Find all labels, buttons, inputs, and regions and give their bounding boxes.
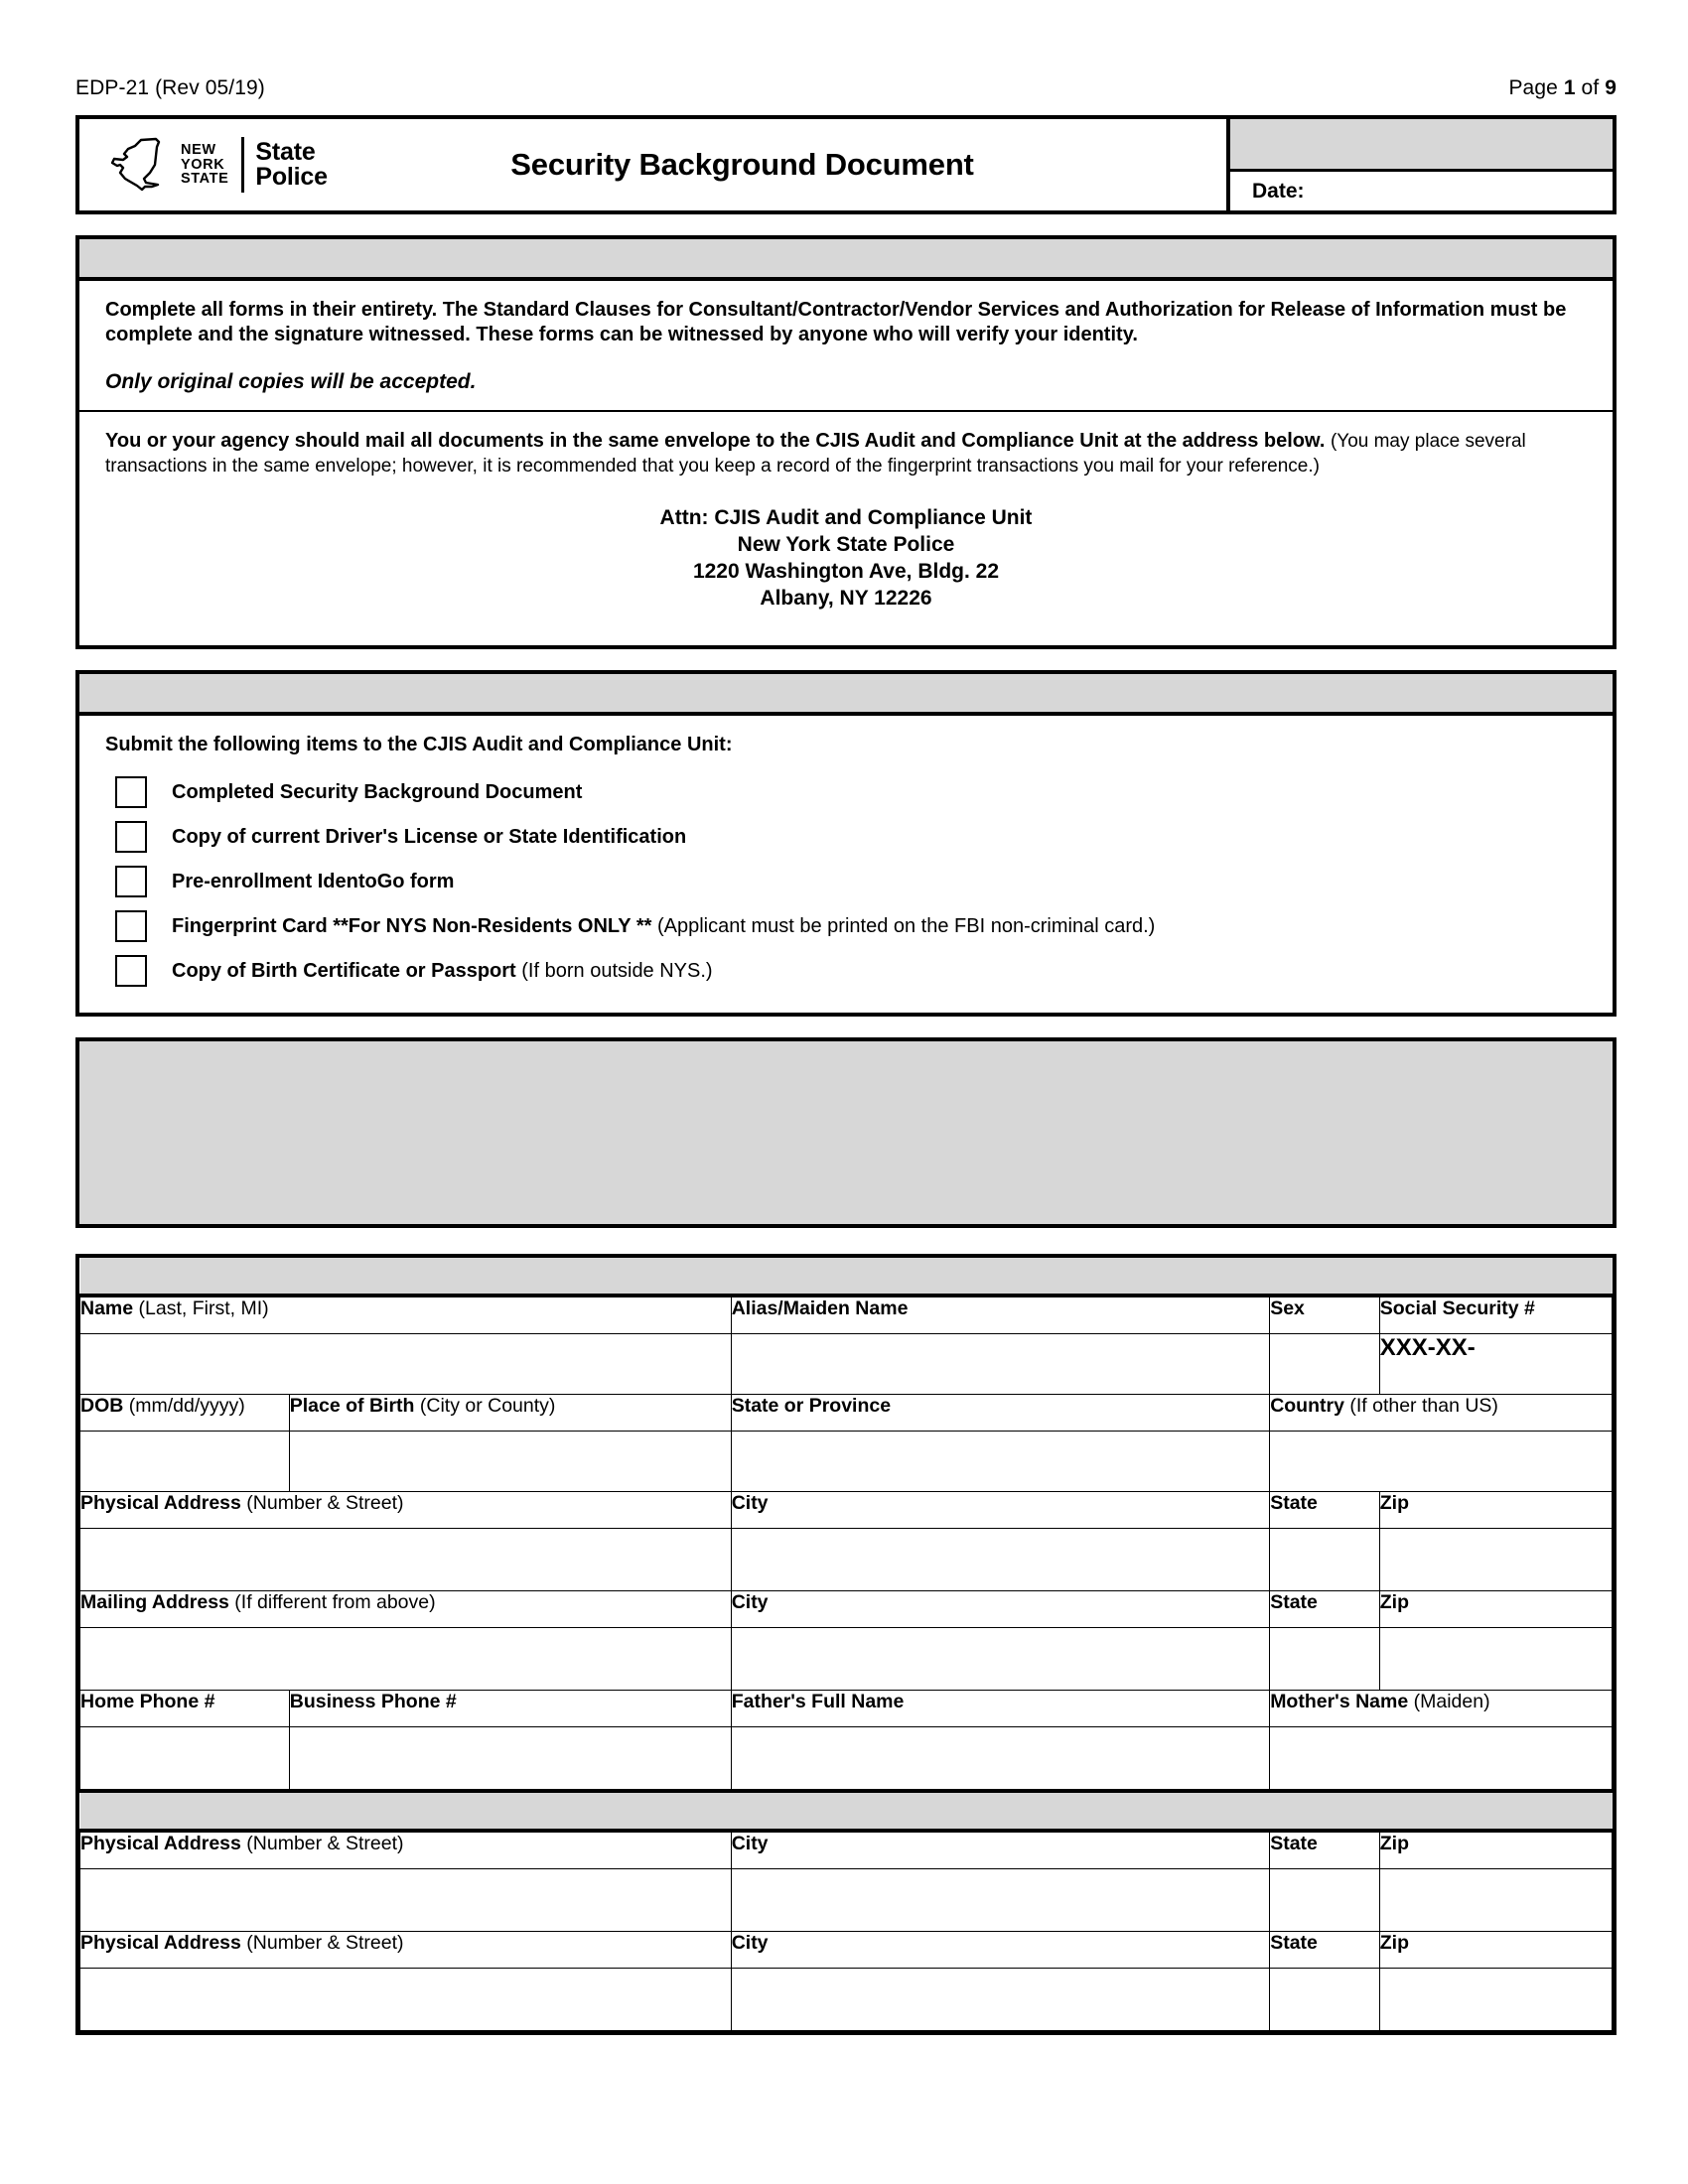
prev-state-1-input[interactable] [1270,1869,1380,1932]
checklist-item-label-text: Completed Security Background Document [172,780,583,803]
country-label-note: (If other than US) [1343,1395,1498,1417]
logo-line-state: STATE [181,171,229,188]
prev-address-2-input[interactable] [80,1969,732,2031]
mother-name-label: Mother's Name [1270,1691,1409,1712]
prev-state-2-label-cell [1270,1932,1380,1969]
logo-agency-line-police: Police [255,163,328,191]
alias-label: Alias/Maiden Name [731,1297,909,1319]
business-phone-label-cell [289,1691,731,1727]
prev-address-1-input[interactable] [80,1869,732,1932]
checklist-item[interactable] [105,948,1587,993]
mailing-city-input[interactable] [731,1628,1270,1691]
address-line-3: 1220 Washington Ave, Bldg. 22 [692,560,1000,583]
state-province-label-cell [731,1395,1270,1432]
prev-city-1-label: City [731,1833,769,1854]
prev-state-1-label: State [1270,1833,1318,1854]
instructions-paragraph [79,281,1613,412]
table-row [80,1727,1613,1792]
checklist-item-label-text: Pre-enrollment IdentoGo form [172,870,455,892]
alias-input[interactable] [731,1334,1270,1395]
title-bar [75,115,1617,214]
checklist [79,716,1613,1013]
page-label-pre: Page [1508,76,1564,99]
place-of-birth-label-note: (City or County) [414,1395,556,1417]
mailing-state-input[interactable] [1270,1628,1380,1691]
table-row [80,1492,1613,1529]
sex-label: Sex [1270,1297,1305,1319]
checklist-item[interactable] [105,859,1587,903]
instructions-text: Complete all forms in their entirety. The Standard Clauses for Consultant/Contractor/Vendor Services and Authorization for Release of Information must be complete and the signature witnessed. These forms can be witnessed by anyone who will verify your identity. [105,299,1567,345]
checklist-item-label [172,780,582,804]
mailing-city-label: City [731,1591,769,1613]
business-phone-input[interactable] [289,1727,731,1792]
zip-label: Zip [1379,1492,1410,1514]
mother-name-input[interactable] [1270,1727,1613,1792]
father-name-label: Father's Full Name [731,1691,905,1712]
checkbox-birth-certificate-or-passport[interactable] [115,955,147,987]
table-row [80,1969,1613,2031]
instructions-emphasis: Only original copies will be accepted. [105,370,477,393]
checklist-item-note: (If born outside NYS.) [515,959,713,982]
alias-label-cell [731,1296,1270,1334]
page-total: 9 [1605,76,1617,99]
prev-address-1-label-note: (Number & Street) [240,1833,404,1854]
document-header [75,77,1617,98]
checklist-item-label [172,825,686,849]
checkbox-drivers-license-copy[interactable] [115,821,147,853]
father-name-input[interactable] [731,1727,1270,1792]
table-row [80,1831,1613,1869]
checklist-item-label-text: Copy of current Driver's License or State Identification [172,825,687,848]
checkbox-fingerprint-card[interactable] [115,910,147,942]
table-row [80,1628,1613,1691]
prev-zip-2-label-cell [1379,1932,1612,1969]
checkbox-pre-enrollment-identogo-form[interactable] [115,866,147,897]
mailing-state-label-cell [1270,1591,1380,1628]
prev-city-1-label-cell [731,1831,1270,1869]
physical-address-label-note: (Number & Street) [240,1492,404,1514]
prev-city-1-input[interactable] [731,1869,1270,1932]
prev-address-2-label-note: (Number & Street) [240,1932,404,1954]
prev-address-1-label: Physical Address [80,1833,241,1854]
prev-address-1-label-cell [80,1831,732,1869]
checklist-item-label [172,870,454,893]
city-label: City [731,1492,769,1514]
mailing-address-label-cell [80,1591,732,1628]
checklist-item[interactable] [105,814,1587,859]
mailing-lead: You or your agency should mail all documents in the same envelope to the CJIS Audit and Compliance Unit at the address below. [105,430,1326,452]
prev-zip-1-label-cell [1379,1831,1612,1869]
home-phone-label-cell [80,1691,290,1727]
date-field[interactable] [1230,172,1613,210]
prev-state-2-input[interactable] [1270,1969,1380,2031]
prev-city-2-label-cell [731,1932,1270,1969]
table-row [80,1432,1613,1492]
logo-agency-line-state: State [255,137,316,166]
sex-label-cell [1270,1296,1380,1334]
place-of-birth-input[interactable] [289,1432,731,1492]
zip-label-cell [1379,1492,1612,1529]
name-label-note: (Last, First, MI) [133,1297,269,1319]
prev-zip-2-label: Zip [1379,1932,1410,1954]
checklist-block [75,670,1617,1017]
checklist-item-note: (Applicant must be printed on the FBI non-criminal card.) [651,914,1156,937]
business-phone-label: Business Phone # [289,1691,457,1712]
date-box-gray-strip [1230,119,1613,172]
checklist-item-label [172,959,713,983]
physical-address-label: Physical Address [80,1492,241,1514]
personal-information-table [75,1254,1617,2035]
physical-address-label-cell [80,1492,732,1529]
mother-name-label-cell [1270,1691,1613,1727]
state-province-label: State or Province [731,1395,892,1417]
mailing-address-label-note: (If different from above) [228,1591,436,1613]
home-phone-input[interactable] [80,1727,290,1792]
mailing-zip-label-cell [1379,1591,1612,1628]
state-label-cell [1270,1492,1380,1529]
ssn-input[interactable]: XXX-XX- [1379,1334,1612,1395]
checklist-gray-band [79,674,1613,716]
country-label: Country [1270,1395,1344,1417]
logo-line-york: YORK [181,156,225,173]
table-gray-separator [80,1791,1613,1831]
page-number [1508,77,1617,98]
checkbox-completed-security-background-document[interactable] [115,776,147,808]
father-name-label-cell [731,1691,1270,1727]
prev-zip-1-label: Zip [1379,1833,1410,1854]
ssn-label-cell [1379,1296,1612,1334]
prev-state-2-label: State [1270,1932,1318,1954]
dob-label: DOB [80,1395,124,1417]
prev-zip-2-input[interactable] [1379,1969,1612,2031]
mother-name-label-note: (Maiden) [1408,1691,1490,1712]
name-label: Name [80,1297,134,1319]
table-gray-header [80,1258,1613,1296]
name-label-cell [80,1296,732,1334]
table-row [80,1296,1613,1334]
mailing-address [105,478,1587,629]
mailing-zip-label: Zip [1379,1591,1410,1613]
physical-address-input[interactable] [80,1529,732,1591]
city-input[interactable] [731,1529,1270,1591]
home-phone-label: Home Phone # [80,1691,215,1712]
city-label-cell [731,1492,1270,1529]
title-bar-left [79,119,1226,210]
name-input[interactable] [80,1334,732,1395]
table-row [80,1869,1613,1932]
checklist-item-label-text: Copy of Birth Certificate or Passport [172,959,516,982]
table-row [80,1932,1613,1969]
mailing-zip-input[interactable] [1379,1628,1612,1691]
checklist-item-label-text: Fingerprint Card **For NYS Non-Residents ONLY ** [172,914,652,937]
country-label-cell [1270,1395,1613,1432]
address-line-1: Attn: CJIS Audit and Compliance Unit [659,506,1033,529]
table-row [80,1691,1613,1727]
form-code: EDP-21 (Rev 05/19) [75,76,265,99]
prev-address-2-label-cell [80,1932,732,1969]
instructions-gray-band [79,239,1613,281]
table-row [80,1395,1613,1432]
page-label-mid: of [1575,76,1606,99]
state-label: State [1270,1492,1318,1514]
table-row [80,1591,1613,1628]
date-label: Date: [1252,179,1305,203]
prev-address-2-label: Physical Address [80,1932,241,1954]
state-input[interactable] [1270,1529,1380,1591]
state-province-input[interactable] [731,1432,1270,1492]
table-gray-header-cell [80,1258,1613,1296]
date-box [1226,119,1613,210]
checklist-title: Submit the following items to the CJIS Audit and Compliance Unit: [105,734,733,755]
dob-label-note: (mm/dd/yyyy) [123,1395,245,1417]
prev-city-2-input[interactable] [731,1969,1270,2031]
dob-label-cell [80,1395,290,1432]
blank-gray-panel [75,1037,1617,1228]
zip-input[interactable] [1379,1529,1612,1591]
prev-city-2-label: City [731,1932,769,1954]
address-line-4: Albany, NY 12226 [760,587,932,610]
page-current: 1 [1563,76,1576,99]
mailing-state-label: State [1270,1591,1318,1613]
place-of-birth-label: Place of Birth [289,1395,415,1417]
sex-input[interactable] [1270,1334,1380,1395]
prev-state-1-label-cell [1270,1831,1380,1869]
country-input[interactable] [1270,1432,1613,1492]
mailing-instructions [79,412,1613,645]
address-line-2: New York State Police [737,533,955,556]
dob-input[interactable] [80,1432,290,1492]
checklist-item[interactable] [105,903,1587,948]
table-gray-separator-cell [80,1791,1613,1831]
page-title: Security Background Document [510,147,974,182]
mailing-sub: (You may place several transactions in the same envelope; however, it is recommended that you keep a record of the fingerprint transactions you mail for your reference.) [105,431,1526,477]
logo-line-new: NEW [181,142,216,159]
prev-zip-1-input[interactable] [1379,1869,1612,1932]
mailing-address-label: Mailing Address [80,1591,229,1613]
ssn-label: Social Security # [1379,1297,1535,1319]
mailing-address-input[interactable] [80,1628,732,1691]
table-row [80,1529,1613,1591]
checklist-item-label [172,914,1155,938]
mailing-city-label-cell [731,1591,1270,1628]
place-of-birth-label-cell [289,1395,731,1432]
instructions-block [75,235,1617,649]
table-row [80,1334,1613,1395]
checklist-item[interactable] [105,769,1587,814]
